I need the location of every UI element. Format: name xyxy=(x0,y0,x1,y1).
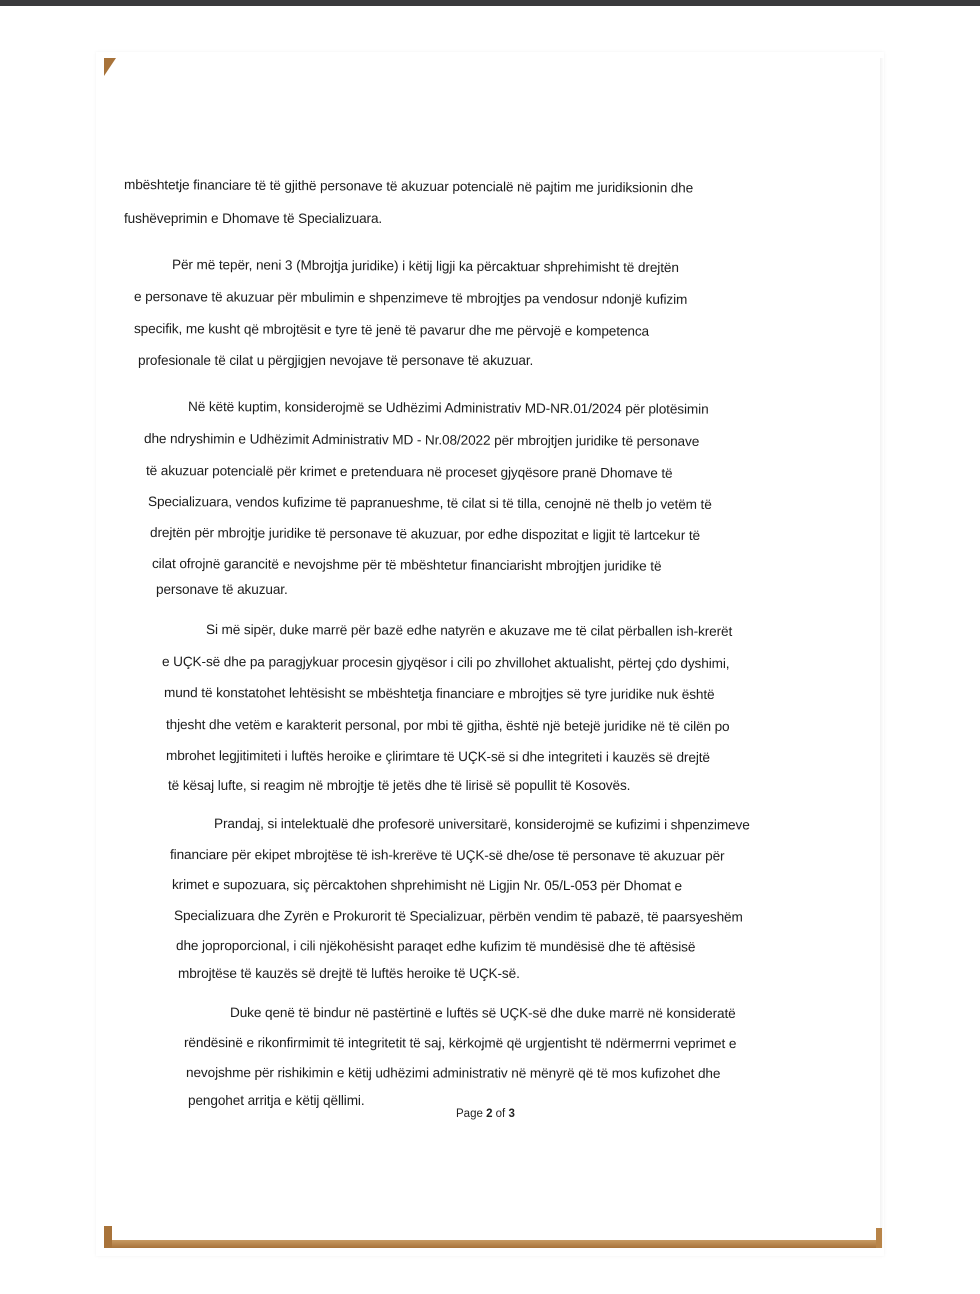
text-line: nevojshme për rishikimin e këtij udhëzimi administrativ në mënyrë që të mos kufizohet dhe xyxy=(185,1065,721,1081)
text-line: Si më sipër, duke marrë për bazë edhe natyrën e akuzave me të cilat përballen ish-krerët xyxy=(205,622,733,639)
text-line: e personave të akuzuar për mbulimin e shpenzimeve të mbrojtjes pa vendosur ndonjë kufizim xyxy=(133,289,688,307)
scan-corner-mark xyxy=(104,58,116,76)
text-line: fushëveprimin e Dhomave të Specializuara. xyxy=(124,211,383,226)
text-line: mbrojtëse të kauzës së drejtë të luftës heroike të UÇK-së. xyxy=(178,966,520,981)
text-line: Specializuara, vendos kufizime të papranueshme, të cilat si të tilla, cenojnë në thelb jo vetëm të xyxy=(147,494,712,512)
text-line: rëndësinë e rikonfirmimit të integritetit të saj, kërkojmë që urgjentisht të ndërmerrni veprimet e xyxy=(183,1035,737,1051)
text-line: mund të konstatohet lehtësisht se mbështetja financiare e mbrojtjes së tyre juridike nuk është xyxy=(163,685,715,702)
text-line: cilat ofrojnë garancitë e nevojshme për të mbështetur financiarisht mbrojtjen juridike të xyxy=(151,556,662,574)
text-line: Specializuara dhe Zyrën e Prokurorit të Specializuar, përbën vendim të pabazë, të paarsyeshëm xyxy=(173,908,743,925)
text-line: të kësaj lufte, si reagim në mbrojtje të jetës dhe të lirisë së popullit të Kosovës. xyxy=(168,778,631,793)
text-line: Për më tepër, neni 3 (Mbrojtja juridike) i këtij ligji ka përcaktuar shprehimisht të drejtën xyxy=(171,257,679,276)
text-line: personave të akuzuar. xyxy=(156,582,288,597)
text-line: Prandaj, si intelektualë dhe profesorë universitarë, konsiderojmë se kufizimi i shpenzimeve xyxy=(213,816,750,833)
text-line: financiare për ekipet mbrojtëse të ish-krerëve të UÇK-së dhe/ose të personave të akuzuar për xyxy=(169,847,725,864)
scan-bottom-right-mark xyxy=(876,1228,882,1248)
text-line: specifik, me kusht që mbrojtësit e tyre të jenë të pavarur dhe me përvojë e kompetenca xyxy=(133,321,650,339)
text-line: drejtën për mbrojtje juridike të personave të akuzuar, por edhe dispozitat e ligjit të lartcekur të xyxy=(149,525,701,543)
scan-bottom-left-mark xyxy=(104,1226,112,1248)
text-line: Duke qenë të bindur në pastërtinë e luftës së UÇK-së dhe duke marrë në konsideratë xyxy=(229,1005,736,1021)
text-line: mbrohet legjitimiteti i luftës heroike e çlirimtare të UÇK-së si dhe integriteti i kauzës së drejtë xyxy=(165,748,710,765)
text-line: krimet e supozuara, siç përcaktohen shprehimisht në Ligjin Nr. 05/L-053 për Dhomat e xyxy=(171,877,682,894)
text-line: të akuzuar potencialë për krimet e pretenduara në proceset gjyqësore pranë Dhomave të xyxy=(145,463,673,481)
page-number-prefix: Page xyxy=(456,1108,487,1120)
page-number-total: 3 xyxy=(508,1108,515,1120)
text-line: dhe ndryshimin e Udhëzimit Administrativ MD - Nr.08/2022 për mbrojtjen juridike të personave xyxy=(143,431,700,449)
page-number xyxy=(456,1108,515,1120)
page-number-current: 2 xyxy=(486,1108,493,1120)
text-line: thjesht dhe vetëm e karakterit personal, por mbi të gjitha, është një betejë juridike në të cilën po xyxy=(165,717,730,734)
text-line: e UÇK-së dhe pa paragjykuar procesin gjyqësor i cili po zhvillohet aktualisht, përtej çdo dyshimi, xyxy=(161,654,730,671)
text-line: profesionale të cilat u përgjigjen nevojave të personave të akuzuar. xyxy=(138,353,534,368)
text-line: pengohet arritja e këtij qëllimi. xyxy=(188,1093,365,1108)
text-line: dhe joproporcional, i cili njëkohësisht paraqet edhe kufizim të mundësisë dhe të aftësisë xyxy=(175,938,696,955)
text-line: mbështetje financiare të të gjithë personave të akuzuar potencialë në pajtim me juridiksionin dhe xyxy=(123,177,694,196)
top-window-bar xyxy=(0,0,980,6)
text-line: Në këtë kuptim, konsiderojmë se Udhëzimi Administrativ MD-NR.01/2024 për plotësimin xyxy=(187,399,709,417)
page-edge-shadow xyxy=(880,58,884,1248)
page-number-middle: of xyxy=(492,1108,509,1120)
scan-bottom-edge xyxy=(104,1240,882,1248)
